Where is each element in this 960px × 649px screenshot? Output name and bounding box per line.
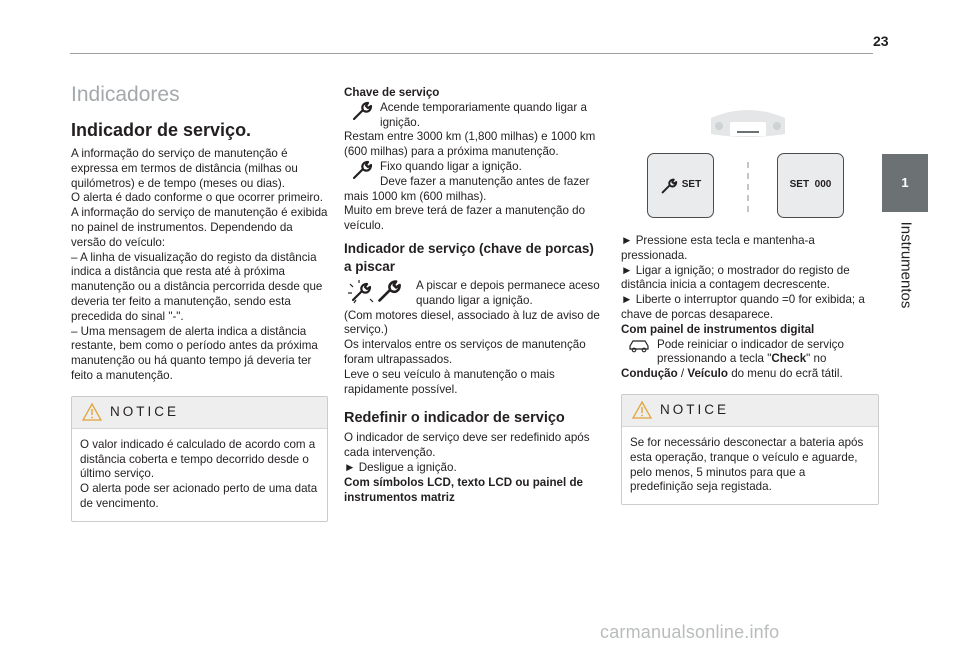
notice-header	[622, 395, 878, 427]
reset-heading: Redefinir o indicador de serviço	[344, 410, 565, 427]
key-icon-text: Acende temporariamente quando ligar a ignição.	[380, 100, 587, 129]
paragraph: (Com motores diesel, associado à luz de aviso de serviço.) Os intervalos entre os serviços de manutenção foram ultrapassados. Leve o seu veículo à manutenção o mais rapidamente possível.	[344, 308, 600, 396]
paragraph: A informação do serviço de manutenção é expressa em termos de distância (milhas ou quilómetros) e de tempo (meses ou dias).	[71, 147, 298, 190]
column-2	[344, 86, 604, 505]
key-icon-row	[344, 101, 604, 131]
notice-header	[72, 397, 327, 429]
step: ► Liberte o interruptor quando =0 for exibida; a chave de porcas desaparece.	[621, 293, 865, 321]
header-rule	[70, 53, 873, 54]
chapter-title	[896, 210, 916, 320]
wrench-icon	[376, 279, 402, 303]
blink-icon-text: A piscar e depois permanece aceso quando ligar a ignição.	[416, 278, 600, 307]
section-heading: Indicadores	[71, 83, 180, 106]
step: ► Desligue a ignição.	[344, 460, 457, 474]
notice-title: NOTICE	[110, 403, 180, 419]
paragraph: mais 1000 km (600 milhas). Muito em breve terá de fazer a manutenção do veículo.	[344, 189, 586, 233]
digital-text-lead: Pode reiniciar o indicador de serviço pressionando a tecla "Check" no	[657, 337, 844, 366]
notice-title: NOTICE	[660, 402, 730, 418]
wrench-icon	[351, 160, 373, 180]
blink-heading: Indicador de serviço (chave de porcas) a piscar	[344, 240, 594, 274]
check-key: Check	[771, 352, 807, 366]
paragraph: Restam entre 3000 km (1,800 milhas) e 1000 km (600 milhas) para a próxima manutenção.	[344, 130, 596, 159]
notice-text: Se for necessário desconectar a bateria após esta operação, tranque o veículo e aguarde, pelo menos, 5 minutos para que a predefinição seja registada.	[630, 435, 864, 494]
set-counter-label: SET 000	[789, 179, 832, 191]
warning-icon	[632, 401, 652, 419]
paragraph: – Uma mensagem de alerta indica a distância restante, bem como o período antes da próxima manutenção ou há quanto tempo já deveria ter feito a manutenção.	[71, 324, 318, 382]
wrench-icon	[660, 178, 678, 194]
key-heading: Chave de serviço	[344, 86, 440, 99]
car-icon	[628, 338, 650, 354]
warning-icon	[82, 403, 102, 421]
chapter-tab[interactable]: 1	[882, 154, 928, 212]
dashed-connector	[746, 162, 750, 212]
chapter-title-text: Instrumentos	[897, 221, 915, 309]
paragraph: – A linha de visualização do registo da distância indica a distância que resta até à próxima manutenção ou a distância percorrida desde que deveria ter feito a manutenção, sendo esta precedida do sinal "-".	[71, 250, 323, 323]
blink-icon-row	[344, 279, 604, 309]
column-3	[621, 100, 879, 505]
blinking-wrench-icon	[346, 279, 376, 305]
step: ► Ligar a ignição; o mostrador do registo de distância inicia a contagem decrescente.	[621, 263, 850, 292]
dashboard-figure	[621, 100, 879, 228]
paragraph: A informação do serviço de manutenção é exibida no painel de instrumentos. Dependendo da versão do veículo:	[71, 206, 328, 249]
column-1	[71, 80, 328, 522]
digital-icon-row	[621, 338, 879, 368]
paragraph: O indicador de serviço deve ser redefinido após cada intervenção.	[344, 431, 590, 460]
notice-text: O valor indicado é calculado de acordo com a distância coberta e tempo decorrido desde o último serviço. O alerta pode ser acionado perto de uma data de vencimento.	[80, 437, 318, 510]
bold-note: Com símbolos LCD, texto LCD ou painel de instrumentos matriz	[344, 475, 583, 504]
page-number: 23	[873, 33, 889, 49]
notice-box	[71, 396, 328, 522]
instrument-cluster-icon	[703, 104, 793, 144]
key-icon-row-2	[344, 160, 604, 190]
wrench-icon	[351, 101, 373, 121]
paragraph: O alerta é dado conforme o que ocorrer primeiro.	[71, 191, 323, 205]
key-icon-text-2: Fixo quando ligar a ignição. Deve fazer a manutenção antes de fazer	[380, 159, 590, 188]
set-counter-display	[777, 153, 844, 218]
digital-heading: Com painel de instrumentos digital	[621, 322, 815, 336]
set-button-label: SET	[681, 179, 702, 191]
digital-text-tail: Condução / Veículo do menu do ecrã tátil.	[621, 367, 843, 381]
notice-box	[621, 394, 879, 505]
set-button[interactable]	[647, 153, 714, 218]
step: ► Pressione esta tecla e mantenha-a pressionada.	[621, 234, 815, 262]
watermark: carmanualsonline.info	[600, 622, 780, 642]
subsection-heading: Indicador de serviço.	[71, 120, 252, 140]
